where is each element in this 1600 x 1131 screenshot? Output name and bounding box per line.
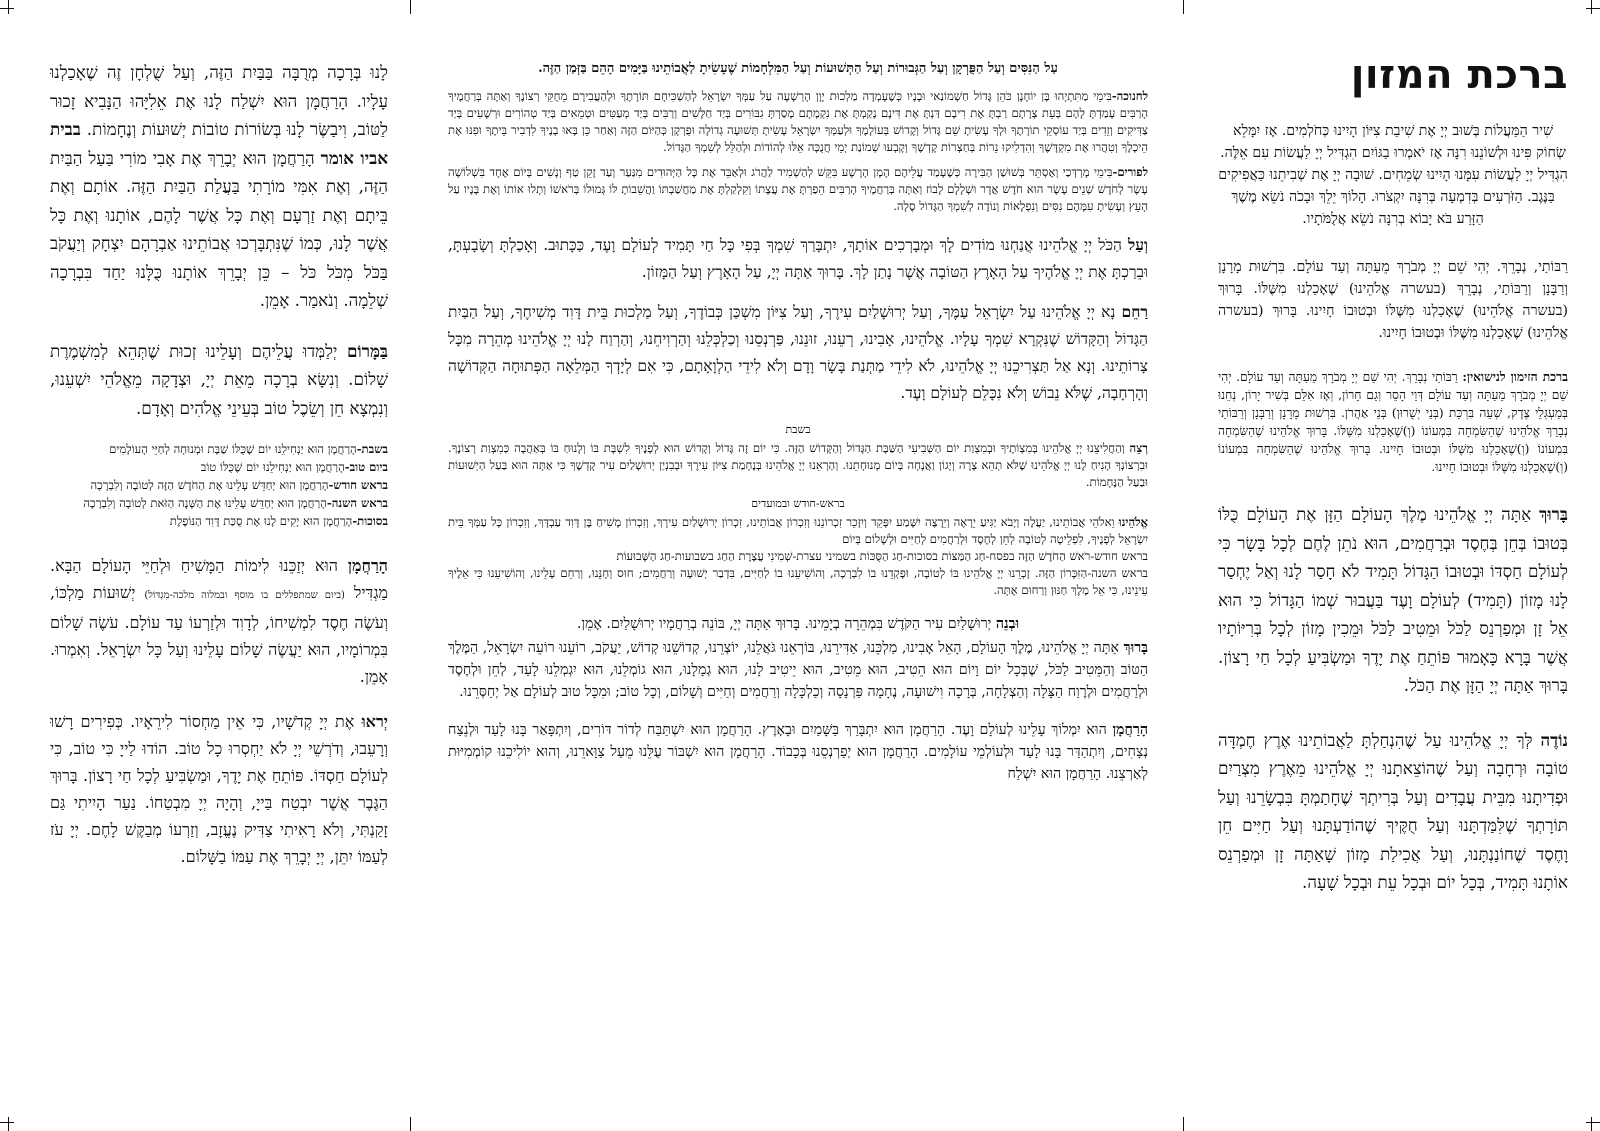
harachaman-mashiach-text-b: יְשׁוּעוֹת מַלְכּוֹ, וְעֹשֶׂה חֶסֶד לִמְשִׁיחוֹ, לְדָוִד וּלְזַרְעוֹ עַד עוֹלָם. עֹשֶׂה שָׁלוֹם בִּמְרוֹמָיו, הוּא יַעֲשֶׂה שָׁלוֹם עָלֵינוּ וְעַל כָּל יִשְׂרָאֵל. וְאִמְרוּ. אָמֵן. <box>50 583 388 686</box>
retzeh-opening-word: רְצֵה <box>1129 441 1148 455</box>
purim-label: לפורים- <box>1112 165 1148 179</box>
baruch-hazan-paragraph <box>1218 500 1568 700</box>
veal-hakol-paragraph <box>448 231 1148 286</box>
crop-mark <box>1183 0 1184 14</box>
special-day-text: הָרַחֲמָן הוּא יַנְחִילֵנוּ יוֹם שֶׁכֻּלּוֹ שַׁבָּת וּמְנוּחָה לְחַיֵּי הָעוֹלָמִים <box>109 442 357 456</box>
uvneh-text: יְרוּשָׁלַיִם עִיר הַקֹּדֶשׁ בִּמְהֵרָה בְיָמֵינוּ. בָּרוּךְ אַתָּה יְיָ, בּוֹנֵה בְרַחֲמָיו יְרוּשָׁלַיִם. אָמֵן. <box>576 616 996 632</box>
nodeh-text: לְּךָ יְיָ אֱלֹהֵינוּ עַל שֶׁהִנְחַלְתָּ לַאֲבוֹתֵינוּ אֶרֶץ חֶמְדָּה טוֹבָה וּרְחָבָה וְעַל שֶׁהוֹצֵאתָנוּ יְיָ אֱלֹהֵינוּ מֵאֶרֶץ מִצְרַיִם וּפְדִיתָנוּ מִבֵּית עֲבָדִים וְעַל בְּרִיתְךָ שֶׁחָתַמְתָּ בִּבְשָׂרֵנוּ וְעַל תּוֹרָתְךָ שֶׁלִּמַּדְתָּנוּ וְעַל חֻקֶּיךָ שֶׁהוֹדַעְתָּנוּ וְעַל חַיִּים חֵן וָחֶסֶד שֶׁחוֹנַנְתָּנוּ, וְעַל אֲכִילַת מָזוֹן שָׁאַתָּה זָן וּמְפַרְנֵס אוֹתָנוּ תָּמִיד, בְּכָל יוֹם וּבְכָל עֵת וּבְכָל שָׁעָה. <box>1218 729 1568 892</box>
lanu-paragraph <box>50 58 388 315</box>
shir-hamaalot: שִׁיר הַמַּעֲלוֹת בְּשׁוּב יְיָ אֶת שִׁיבַת צִיּוֹן הָיִינוּ כְּחֹלְמִים. אָז יִמָּלֵא שְׂחוֹק פִּינוּ וּלְשׁוֹנֵנוּ רִנָּה אָז יֹאמְרוּ בַגּוֹיִם הִגְדִּיל יְיָ לַעֲשׂוֹת עִם אֵלֶּה. הִגְדִּיל יְיָ לַעֲשׂוֹת עִמָּנוּ הָיִינוּ שְׂמֵחִים. שׁוּבָה יְיָ אֶת שְׁבִיתֵנוּ כַּאֲפִיקִים בַּנֶּגֶב. הַזֹּרְעִים בְּדִמְעָה בְּרִנָּה יִקְצֹרוּ. הָלוֹךְ יֵלֵךְ וּבָכֹה נֹשֵׂא מֶשֶׁךְ הַזָּרַע בֹּא יָבוֹא בְרִנָּה נֹשֵׂא אֲלֻמֹּתָיו. <box>1218 123 1568 227</box>
crop-mark <box>0 1122 14 1123</box>
special-day-text: הָרַחֲמָן הוּא יְחַדֵּשׁ עָלֵינוּ אֶת הַשָּׁנָה הַזֹּאת לְטוֹבָה וְלִבְרָכָה <box>83 496 327 510</box>
holidays-line: בראש חודש-רֹאשׁ הַחֹדֶשׁ הַזֶּה בפסח-חַג הַמַּצּוֹת בסוכות-חַג הַסֻּכּוֹת בשמיני עצרת-שְׁמִינִי עֲצֶרֶת הַחַג בשבועות-חַג הַשָּׁבוּעוֹת <box>616 549 1148 563</box>
retzeh-text: וְהַחֲלִיצֵנוּ יְיָ אֱלֹהֵינוּ בְּמִצְוֹתֶיךָ וּבְמִצְוַת יוֹם הַשְּׁבִיעִי הַשַּׁבָּת הַגָּדוֹל וְהַקָּדוֹשׁ הַזֶּה. כִּי יוֹם זֶה גָּדוֹל וְקָדוֹשׁ הוּא לְפָנֶיךָ לִשְׁבָּת בּוֹ וְלָנוּחַ בּוֹ בְּאַהֲבָה כְּמִצְוַת רְצוֹנֶךָ. וּבִרְצוֹנְךָ הָנִיחַ לָנוּ יְיָ אֱלֹהֵינוּ שֶׁלֹּא תְהֵא צָרָה וְיָגוֹן וַאֲנָחָה בְּיוֹם מְנוּחָתֵנוּ. וְהַרְאֵנוּ יְיָ אֱלֹהֵינוּ בְּנֶחָמַת צִיּוֹן עִירֶךָ וּבְבִנְיַן יְרוּשָׁלַיִם עִיר קָדְשֶׁךָ כִּי אַתָּה הוּא בַּעַל הַיְשׁוּעוֹת וּבַעַל הַנֶּחָמוֹת. <box>448 441 1148 489</box>
crop-mark <box>410 0 411 14</box>
nodeh-paragraph <box>1218 726 1568 897</box>
harachaman-mashiach-paragraph <box>50 552 388 690</box>
yiru-text: אֶת יְיָ קְדֹשָׁיו, כִּי אֵין מַחְסוֹר לִירֵאָיו. כְּפִירִים רָשׁוּ וְרָעֵבוּ, וְדֹרְשֵׁי יְיָ לֹא יַחְסְרוּ כָל טוֹב. הוֹדוּ לַייָ כִּי טוֹב, כִּי לְעוֹלָם חַסְדּוֹ. פּוֹתֵחַ אֶת יָדֶךָ, וּמַשְׂבִּיעַ לְכָל חַי רָצוֹן. בָּרוּךְ הַגֶּבֶר אֲשֶׁר יִבְטַח בַּייָ, וְהָיָה יְיָ מִבְטַחוֹ. נַעַר הָיִיתִי גַּם זָקַנְתִּי, וְלֹא רָאִיתִי צַדִּיק נֶעֱזָב, וְזַרְעוֹ מְבַקֶּשׁ לָחֶם. יְיָ עֹז לְעַמּוֹ יִתֵּן, יְיָ יְבָרֵךְ אֶת עַמּוֹ בַשָּׁלוֹם. <box>50 712 388 866</box>
crop-mark <box>1591 0 1592 14</box>
nodeh-opening-word: נוֹדֶה <box>1540 729 1568 750</box>
special-day-text: הָרַחֲמָן הוּא יְחַדֵּשׁ עָלֵינוּ אֶת הַחֹדֶשׁ הַזֶּה לְטוֹבָה וְלִבְרָכָה <box>90 478 329 492</box>
special-day-text: הָרַחֲמָן הוּא יַנְחִילֵנוּ יוֹם שֶׁכֻּלּוֹ טוֹב <box>200 460 345 474</box>
yaaleh-veyavo-paragraph <box>448 514 1148 548</box>
zimun-paragraph: רַבּוֹתַי, נְבָרֵךְ. יְהִי שֵׁם יְיָ מְבֹרָךְ מֵעַתָּה וְעַד עוֹלָם. בִּרְשׁוּת מָרָנָן וְרַבָּנָן וְרַבּוֹתַי, נְבָרֵךְ (בעשרה אֱלֹהֵינוּ) שֶׁאָכַלְנוּ מִשֶּׁלּוֹ. בָּרוּךְ (בעשרה אֱלֹהֵינוּ) שֶׁאָכַלְנוּ מִשֶּׁלּוֹ וּבְטוּבוֹ חָיִינוּ. בָּרוּךְ (בעשרה אֱלֹהֵינוּ) שֶׁאָכַלְנוּ מִשֶּׁלּוֹ וּבְטוּבוֹ חָיִינוּ. <box>1218 259 1568 341</box>
veal-opening-word: וְעַל <box>1128 235 1148 254</box>
crop-mark <box>0 8 14 9</box>
list-item <box>50 494 388 512</box>
migdol-note: (ביום שמתפללים בו מוסף ובמלוה מלכה-מִגְדּוֹל) <box>144 590 345 601</box>
baruch-hazan-text: אַתָּה יְיָ אֱלֹהֵינוּ מֶלֶךְ הָעוֹלָם הַזָּן אֶת הָעוֹלָם כֻּלּוֹ בְּטוּבוֹ בְּחֵן בְּחֶסֶד וּבְרַחֲמִים, הוּא נֹתֵן לֶחֶם לְכָל בָּשָׂר כִּי לְעוֹלָם חַסְדּוֹ וּבְטוּבוֹ הַגָּדוֹל תָּמִיד לֹא חָסַר לָנוּ וְאַל יֶחְסַר לָנוּ מָזוֹן (תָּמִיד) לְעוֹלָם וָעֶד בַּעֲבוּר שְׁמוֹ הַגָּדוֹל כִּי הוּא אֵל זָן וּמְפַרְנֵס לַכֹּל וּמֵטִיב לַכֹּל וּמֵכִין מָזוֹן לְכָל בְּרִיּוֹתָיו אֲשֶׁר בָּרָא כָּאָמוּר פּוֹתֵחַ אֶת יָדֶךָ וּמַשְׂבִּיעַ לְכָל חַי רָצוֹן. בָּרוּךְ אַתָּה יְיָ הַזָּן אֶת הַכֹּל. <box>1218 504 1568 695</box>
bamarom-text: יְלַמְּדוּ עֲלֵיהֶם וְעָלֵינוּ זְכוּת שֶׁתְּהֵא לְמִשְׁמֶרֶת שָׁלוֹם. וְנִשָּׂא בְרָכָה מֵאֵת יְיָ, וּצְדָקָה מֵאֱלֹהֵי יִשְׁעֵנוּ, וְנִמְצָא חֵן וְשֵׂכֶל טוֹב בְּעֵינֵי אֱלֹהִים וְאָדָם. <box>50 340 388 418</box>
list-item <box>50 458 388 476</box>
crop-mark <box>1586 8 1600 9</box>
special-day-label: בשבת- <box>356 442 388 456</box>
crop-mark <box>1183 1117 1184 1131</box>
elokeinu-opening-word: אֱלֹהֵינוּ <box>1118 515 1148 529</box>
crop-mark <box>1586 1122 1600 1123</box>
yiru-paragraph <box>50 708 388 870</box>
rosh-chodesh-heading: בראש-חודש ובמועדים <box>751 497 845 510</box>
bavit-label: בבית אביו אומר <box>50 119 388 168</box>
right-column <box>1218 40 1568 915</box>
list-item <box>50 512 388 530</box>
bamarom-opening-word: בַּמָּרוֹם <box>346 340 388 361</box>
crop-mark <box>8 0 9 14</box>
special-days-list <box>50 440 388 530</box>
harachaman-paragraph <box>448 719 1148 785</box>
yaaleh-veyavo-text: וֵאלֹהֵי אֲבוֹתֵינוּ, יַעֲלֶה וְיָבֹא יַגִּיעַ יֵרָאֶה וְיֵרָצֶה יִשָּׁמַע יִפָּקֵד וְיִזָּכֵר זִכְרוֹנֵנוּ וְזִכְרוֹן אֲבוֹתֵינוּ, זִכְרוֹן יְרוּשָׁלַיִם עִירָךְ, וְזִכְרוֹן מָשִׁיחַ בֶּן דָּוִד עַבְדָּךְ, וְזִכְרוֹן כָּל עַמְּךָ בֵּית יִשְׂרָאֵל לְפָנֶיךָ, לִפְלֵיטָה לְטוֹבָה לְחֵן לְחֶסֶד וּלְרַחֲמִים לְחַיִּים וּלְשָׁלוֹם בְּיוֹם <box>448 515 1148 546</box>
rachem-paragraph <box>448 298 1148 407</box>
yiru-opening-word: יְראוּ <box>361 712 388 731</box>
chanukah-paragraph <box>448 88 1148 156</box>
baruch-hatov-paragraph <box>448 637 1148 703</box>
harachaman-left-opening-word: הָרַחֲמָן <box>347 556 388 575</box>
rachem-text: נָא יְיָ אֱלֹהֵינוּ עַל יִשְׂרָאֵל עַמֶּךָ, וְעַל יְרוּשָׁלַיִם עִירֶךָ, וְעַל צִיּוֹן מִשְׁכַּן כְּבוֹדֶךָ, וְעַל מַלְכוּת בֵּית דָּוִד מְשִׁיחֶךָ, וְעַל הַבַּיִת הַגָּדוֹל וְהַקָּדוֹשׁ שֶׁנִּקְרָא שִׁמְךָ עָלָיו. אֱלֹהֵינוּ, אָבִינוּ, רְעֵנוּ, זוּנֵנוּ, פַּרְנְסֵנוּ וְכַלְכְּלֵנוּ וְהַרְוִיחֵנוּ, וְהַרְוַח לָנוּ יְיָ אֱלֹהֵינוּ מְהֵרָה מִכָּל צָרוֹתֵינוּ. וְנָא אַל תַּצְרִיכֵנוּ יְיָ אֱלֹהֵינוּ, לֹא לִידֵי מַתְּנַת בָּשָׂר וָדָם וְלֹא לִידֵי הַלְוָאָתָם, כִּי אִם לְיָדְךָ הַמְּלֵאָה הַפְּתוּחָה הַקְּדוֹשָׁה וְהָרְחָבָה, שֶׁלֹּא נֵבוֹשׁ וְלֹא נִכָּלֵם לְעוֹלָם וָעֶד. <box>448 303 1148 402</box>
zimun-nisuin-paragraph <box>1218 368 1568 476</box>
baruch-opening-word: בָּרוּךְ <box>1539 504 1568 524</box>
lanu-text: לָנוּ בְּרָכָה מְרֻבָּה בַּבַּיִת הַזֶּה, וְעַל שֻׁלְחָן זֶה שֶׁאָכַלְנוּ עָלָיו. הָרַחֲמָן הוּא יִשְׁלַח לָנוּ אֶת אֵלִיָּהוּ הַנָּבִיא זָכוּר לַטּוֹב, וִיבַשֶּׂר לָנוּ בְּשׂוֹרוֹת טוֹבוֹת יְשׁוּעוֹת וְנֶחָמוֹת. <box>50 62 388 139</box>
bamarom-paragraph <box>50 337 388 423</box>
bavit-text: הָרַחֲמָן הוּא יְבָרֵךְ אֶת אָבִי מוֹרִי בַּעַל הַבַּיִת הַזֶּה, וְאֶת אִמִּי מוֹרָתִי בַּעֲלַת הַבַּיִת הַזֶּה. אוֹתָם וְאֶת בֵּיתָם וְאֶת זַרְעָם וְאֶת כָּל אֲשֶׁר לָהֶם, אוֹתָנוּ וְאֶת כָּל אֲשֶׁר לָנוּ, כְּמוֹ שֶׁנִּתְבָּרְכוּ אֲבוֹתֵינוּ אַבְרָהָם יִצְחָק וְיַעֲקֹב בַּכֹּל מִכֹּל כֹּל – כֵּן יְבָרֵךְ אוֹתָנוּ כֻּלָּנוּ יַחַד בִּבְרָכָה שְׁלֵמָה. וְנֹאמַר. אָמֵן. <box>50 147 388 310</box>
rachem-opening-word: רַחֵם <box>1121 302 1148 321</box>
uvneh-opening-word: וּבְנֵה <box>995 616 1020 632</box>
crop-mark <box>8 1117 9 1131</box>
special-day-text: הָרַחֲמָן הוּא יָקִים לָנוּ אֶת סֻכַּת דָּוִד הַנּוֹפֶלֶת <box>169 514 353 528</box>
purim-paragraph <box>448 164 1148 215</box>
baruch2-opening-word: בָּרוּךְ <box>1123 640 1148 656</box>
retzeh-paragraph <box>448 440 1148 491</box>
baruch-hatov-text: אַתָּה יְיָ אֱלֹהֵינוּ, מֶלֶךְ הָעוֹלָם, הָאֵל אָבִינוּ, מַלְכֵּנוּ, אַדִּירֵנוּ, בּוֹרְאֵנוּ גֹּאֲלֵנוּ, יוֹצְרֵנוּ, קְדוֹשֵׁנוּ קְדוֹשׁ, יַעֲקֹב, רוֹעֵנוּ רוֹעֵה יִשְׂרָאֵל, הַמֶּלֶךְ הַטּוֹב וְהַמֵּטִיב לַכֹּל, שֶׁבְּכָל יוֹם וָיוֹם הוּא הֵטִיב, הוּא מֵטִיב, הוּא יֵיטִיב לָנוּ, הוּא גְמָלָנוּ, הוּא גוֹמְלֵנוּ, הוּא יִגְמְלֵנוּ לָעַד, לְחֵן וּלְחֶסֶד וּלְרַחֲמִים וּלְרֶוַח הַצָּלָה וְהַצְלָחָה, בְּרָכָה וִישׁוּעָה, נֶחָמָה פַּרְנָסָה וְכַלְכָּלָה וְרַחֲמִים וְחַיִּים וְשָׁלוֹם, וְכָל טוֹב; וּמִכָּל טוּב לְעוֹלָם אַל יְחַסְּרֵנוּ. <box>448 640 1148 700</box>
zimun-nisuin-label: ברכת הזימון לנישואין: <box>1462 370 1568 384</box>
left-column <box>50 40 388 888</box>
veal-hakol-text: הַכֹּל יְיָ אֱלֹהֵינוּ אֲנַחְנוּ מוֹדִים לָךְ וּמְבָרְכִים אוֹתָךְ, יִתְבָּרַךְ שִׁמְךָ בְּפִי כָּל חַי תָּמִיד לְעוֹלָם וָעֶד, כַּכָּתוּב. וְאָכַלְתָּ וְשָׂבָעְתָּ, וּבֵרַכְתָּ אֶת יְיָ אֱלֹהֶיךָ עַל הָאָרֶץ הַטּוֹבָה אֲשֶׁר נָתַן לָךְ. בָּרוּךְ אַתָּה יְיָ, עַל הָאָרֶץ וְעַל הַמָּזוֹן. <box>448 236 1148 281</box>
page-title: ברכת המזון <box>1350 52 1568 98</box>
chanukah-text: בִּימֵי מַתִּתְיָהוּ בֶּן יוֹחָנָן כֹּהֵן גָּדוֹל חַשְׁמוֹנַאי וּבָנָיו כְּשֶׁעָמְדָה מַלְכוּת יָוָן הָרְשָׁעָה עַל עַמְּךָ יִשְׂרָאֵל לְהַשְׁכִּיחָם תּוֹרָתֶךָ וּלְהַעֲבִירָם מֵחֻקֵּי רְצוֹנֶךָ וְאַתָּה בְּרַחֲמֶיךָ הָרַבִּים עָמַדְתָּ לָהֶם בְּעֵת צָרָתָם רַבְתָּ אֶת רִיבָם דַּנְתָּ אֶת דִּינָם נָקַמְתָּ אֶת נִקְמָתָם מָסַרְתָּ גִבּוֹרִים בְּיַד חַלָּשִׁים וְרַבִּים בְּיַד מְעַטִּים וּטְמֵאִים בְּיַד טְהוֹרִים וּרְשָׁעִים בְּיַד צַדִּיקִים וְזֵדִים בְּיַד עוֹסְקֵי תוֹרָתֶךָ וּלְךָ עָשִׂיתָ שֵׁם גָּדוֹל וְקָדוֹשׁ בְּעוֹלָמֶךָ וּלְעַמְּךָ יִשְׂרָאֵל עָשִׂיתָ תְּשׁוּעָה גְדוֹלָה וּפֻרְקָן כְּהַיּוֹם הַזֶּה וְאַחַר כֵּן בָּאוּ בָנֶיךָ לִדְבִיר בֵּיתֶךָ וּפִנּוּ אֶת הֵיכָלֶךָ וְטִהֲרוּ אֶת מִקְדָּשֶׁךָ וְהִדְלִיקוּ נֵרוֹת בְּחַצְרוֹת קָדְשֶׁךָ וְקָבְעוּ שְׁמוֹנַת יְמֵי חֲנֻכָּה אֵלּוּ לְהוֹדוֹת וּלְהַלֵּל לְשִׁמְךָ הַגָּדוֹל. <box>448 89 1148 154</box>
purim-text: בִּימֵי מָרְדְּכַי וְאֶסְתֵּר בְּשׁוּשַׁן הַבִּירָה כְּשֶׁעָמַד עֲלֵיהֶם הָמָן הָרָשָׁע בִּקֵּשׁ לְהַשְׁמִיד לַהֲרֹג וּלְאַבֵּד אֶת כָּל הַיְּהוּדִים מִנַּעַר וְעַד זָקֵן טַף וְנָשִׁים בְּיוֹם אֶחָד בִּשְׁלוֹשָׁה עָשָׂר לְחֹדֶשׁ שְׁנֵים עָשָׂר הוּא חֹדֶשׁ אֲדָר וּשְׁלָלָם לָבוֹז וְאַתָּה בְּרַחֲמֶיךָ הָרַבִּים הֵפַרְתָּ אֶת עֲצָתוֹ וְקִלְקַלְתָּ אֶת מַחֲשַׁבְתּוֹ וַהֲשֵׁבוֹתָ לּוֹ גְּמוּלוֹ בְּרֹאשׁוֹ וְתָלוּ אוֹתוֹ וְאֶת בָּנָיו עַל הָעֵץ וְעָשִׂיתָ עִמָּהֶם נִסִּים וְנִפְלָאוֹת וְנוֹדֶה לְשִׁמְךָ הַגָּדוֹל סֶלָה. <box>448 165 1148 213</box>
special-day-label: בראש חודש- <box>328 478 388 492</box>
shabbat-heading: בשבת <box>785 423 811 436</box>
uvneh-paragraph <box>448 613 1148 635</box>
chanukah-label: לחנוכה- <box>1111 89 1148 103</box>
rosh-hashana-line: בראש השנה-הַזִּכָּרוֹן הַזֶּה. זָכְרֵנוּ יְיָ אֱלֹהֵינוּ בּוֹ לְטוֹבָה, וּפָקְדֵנוּ בוֹ לִבְרָכָה, וְהוֹשִׁיעֵנוּ בוֹ לְחַיִּים, בִּדְבַר יְשׁוּעָה וְרַחֲמִים; חוּס וְחָנֵּנוּ, וְרַחֵם עָלֵינוּ, וְהוֹשִׁיעֵנוּ כִּי אֵלֶיךָ עֵינֵינוּ, כִּי אֵל מֶלֶךְ חַנּוּן וְרַחוּם אָתָּה. <box>448 566 1148 597</box>
crop-mark <box>410 1117 411 1131</box>
list-item <box>50 476 388 494</box>
crop-mark <box>1591 1117 1592 1131</box>
middle-column <box>448 40 1148 803</box>
harachaman-text: הוּא יִמְלוֹךְ עָלֵינוּ לְעוֹלָם וָעֶד. הָרַחֲמָן הוּא יִתְבָּרַךְ בַּשָּׁמַיִם וּבָאָרֶץ. הָרַחֲמָן הוּא יִשְׁתַּבַּח לְדוֹר דּוֹרִים, וְיִתְפָּאַר בָּנוּ לָעַד וּלְנֵצַח נְצָחִים, וְיִתְהַדַּר בָּנוּ לָעַד וּלְעוֹלְמֵי עוֹלָמִים. הָרַחֲמָן הוּא יְפַרְנְסֵנוּ בְּכָבוֹד. הָרַחֲמָן הוּא יִשְׁבּוֹר עֻלֵּנוּ מֵעַל צַוָּארֵנוּ, וְהוּא יוֹלִיכֵנוּ קוֹמְמִיּוּת לְאַרְצֵנוּ. הָרַחֲמָן הוּא יִשְׁלַח <box>448 722 1148 782</box>
special-day-label: בסוכות- <box>352 514 388 528</box>
zimun-nisuin-text: רַבּוֹתַי נְבָרֵךְ. יְהִי שֵׁם יְיָ מְבֹרָךְ מֵעַתָּה וְעַד עוֹלָם. יְהִי שֵׁם יְיָ מְבֹרָךְ מֵעַתָּה וְעַד עוֹלָם דְּוַי הָסֵר וְגַם חָרוֹן, וְאָז אִלֵּם בְּשִׁיר יָרוֹן, נְחֵנוּ בְּמַעְגְּלֵי צֶדֶק, שְׁעֵה בִּרְכַּת (בְּנֵי יְשֻׁרוּן) בְּנֵי אַהֲרֹן. בִּרְשׁוּת מָרָנָן וְרַבָּנָן וְרַבּוֹתַי נְבָרֵךְ אֱלֹהֵינוּ שֶׁהַשִּׂמְחָה בִּמְעוֹנוֹ (וְ)שֶׁאָכַלְנוּ מִשֶּׁלּוֹ. בָּרוּךְ אֱלֹהֵינוּ שֶׁהַשִּׂמְחָה בִּמְעוֹנוֹ (וְ)שֶׁאָכַלְנוּ מִשֶּׁלּוֹ וּבְטוּבוֹ חָיִינוּ. בָּרוּךְ אֱלֹהֵינוּ שֶׁהַשִּׂמְחָה בִּמְעוֹנוֹ (וְ)שֶׁאָכַלְנוּ מִשֶּׁלּוֹ וּבְטוּבוֹ חָיִינוּ. <box>1218 370 1568 474</box>
harachaman-opening-word: הָרַחֲמָן <box>1112 722 1148 738</box>
special-day-label: ביום טוב- <box>344 460 388 474</box>
al-hanisim-heading: עַל הַנִּסִּים וְעַל הַפֻּרְקָן וְעַל הַגְּבוּרוֹת וְעַל הַתְּשׁוּעוֹת וְעַל הַמִּלְחָמוֹת שֶׁעָשִׂיתָ לַאֲבוֹתֵינוּ בַּיָּמִים הָהֵם בַּזְּמַן הַזֶּה. <box>538 61 1058 76</box>
special-day-label: בראש השנה- <box>326 496 388 510</box>
list-item <box>50 440 388 458</box>
harachaman-mashiach-text-a: הוּא יְזַכֵּנוּ לִימוֹת הַמָּשִׁיחַ וּלְחַיֵּי הָעוֹלָם הַבָּא. מַגְדִּיל <box>50 556 388 602</box>
